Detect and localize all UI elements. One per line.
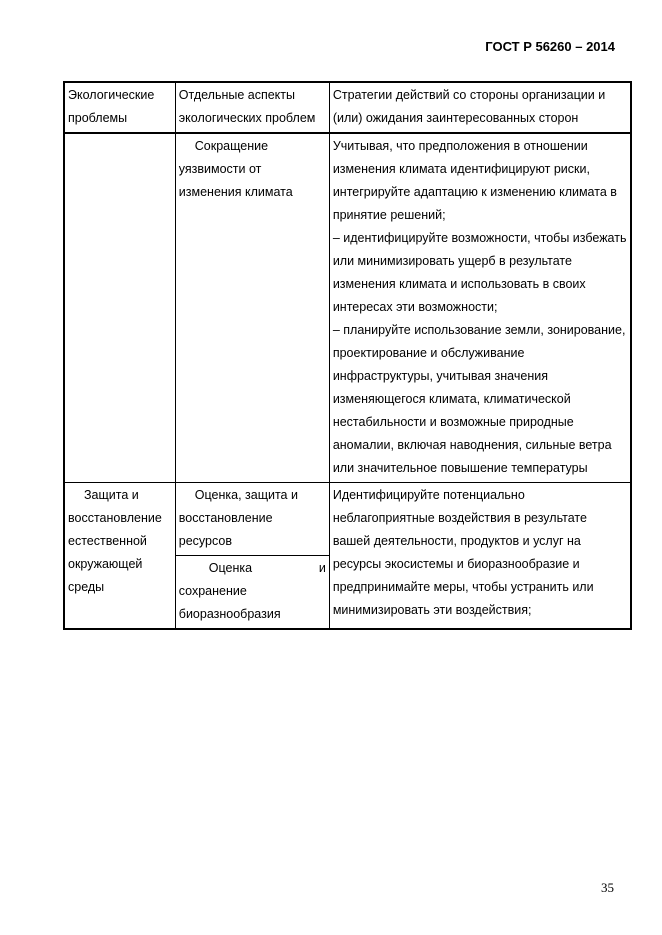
cell-strategy: Идентифицируйте потенциально неблагоприятные воздействия в результате вашей деятельности, продуктов и услуг на ресурсы экосистемы и биоразнообразие и предпринимайте меры, чтобы устранить или минимизировать эти воздействия; (329, 483, 631, 630)
cell-strategy (329, 133, 631, 483)
strategy-paragraph: Учитывая, что предположения в отношении изменения климата идентифицируют риски, интегрируйте адаптацию к изменению климата в принятие решений; (332, 139, 617, 222)
strategy-paragraph: – планируйте использование земли, зонирование, проектирование и обслуживание инфраструктуры, учитывая значения изменяющегося климата, климатической нестабильности и возможные природные аномалии, включая наводнения, сильные ветра или значительное повышение температуры (332, 323, 626, 475)
column-header-strategies: Стратегии действий со стороны организации и (или) ожидания заинтересованных сторон (329, 82, 631, 133)
column-header-aspects: Отдельные аспекты экологических проблем (175, 82, 329, 133)
table-row (64, 133, 631, 483)
cell-problem (64, 133, 175, 483)
cell-problem: Защита и восстановление естественной окружающей среды (64, 483, 175, 630)
aspect-rest: сохранение биоразнообразия (178, 584, 281, 621)
document-header: ГОСТ Р 56260 – 2014 (485, 39, 615, 54)
strategy-table (63, 81, 632, 630)
cell-aspect: Сокращение уязвимости от изменения климата (175, 133, 329, 483)
table-header-row (64, 82, 631, 133)
page-number: 35 (601, 880, 614, 895)
column-header-problems: Экологические проблемы (64, 82, 175, 133)
cell-aspects-split (175, 483, 329, 630)
aspect-first-line (179, 557, 326, 580)
strategy-paragraph: – идентифицируйте возможности, чтобы избежать или минимизировать ущерб в результате изменения климата и использовать в своих интересах эти возможности; (332, 231, 627, 314)
aspect-word: и (318, 561, 326, 575)
cell-aspect: Оценка, защита и восстановление ресурсов (178, 488, 298, 548)
cell-aspect (176, 555, 329, 628)
table-row (64, 483, 631, 630)
aspect-word: Оценка (208, 561, 253, 575)
